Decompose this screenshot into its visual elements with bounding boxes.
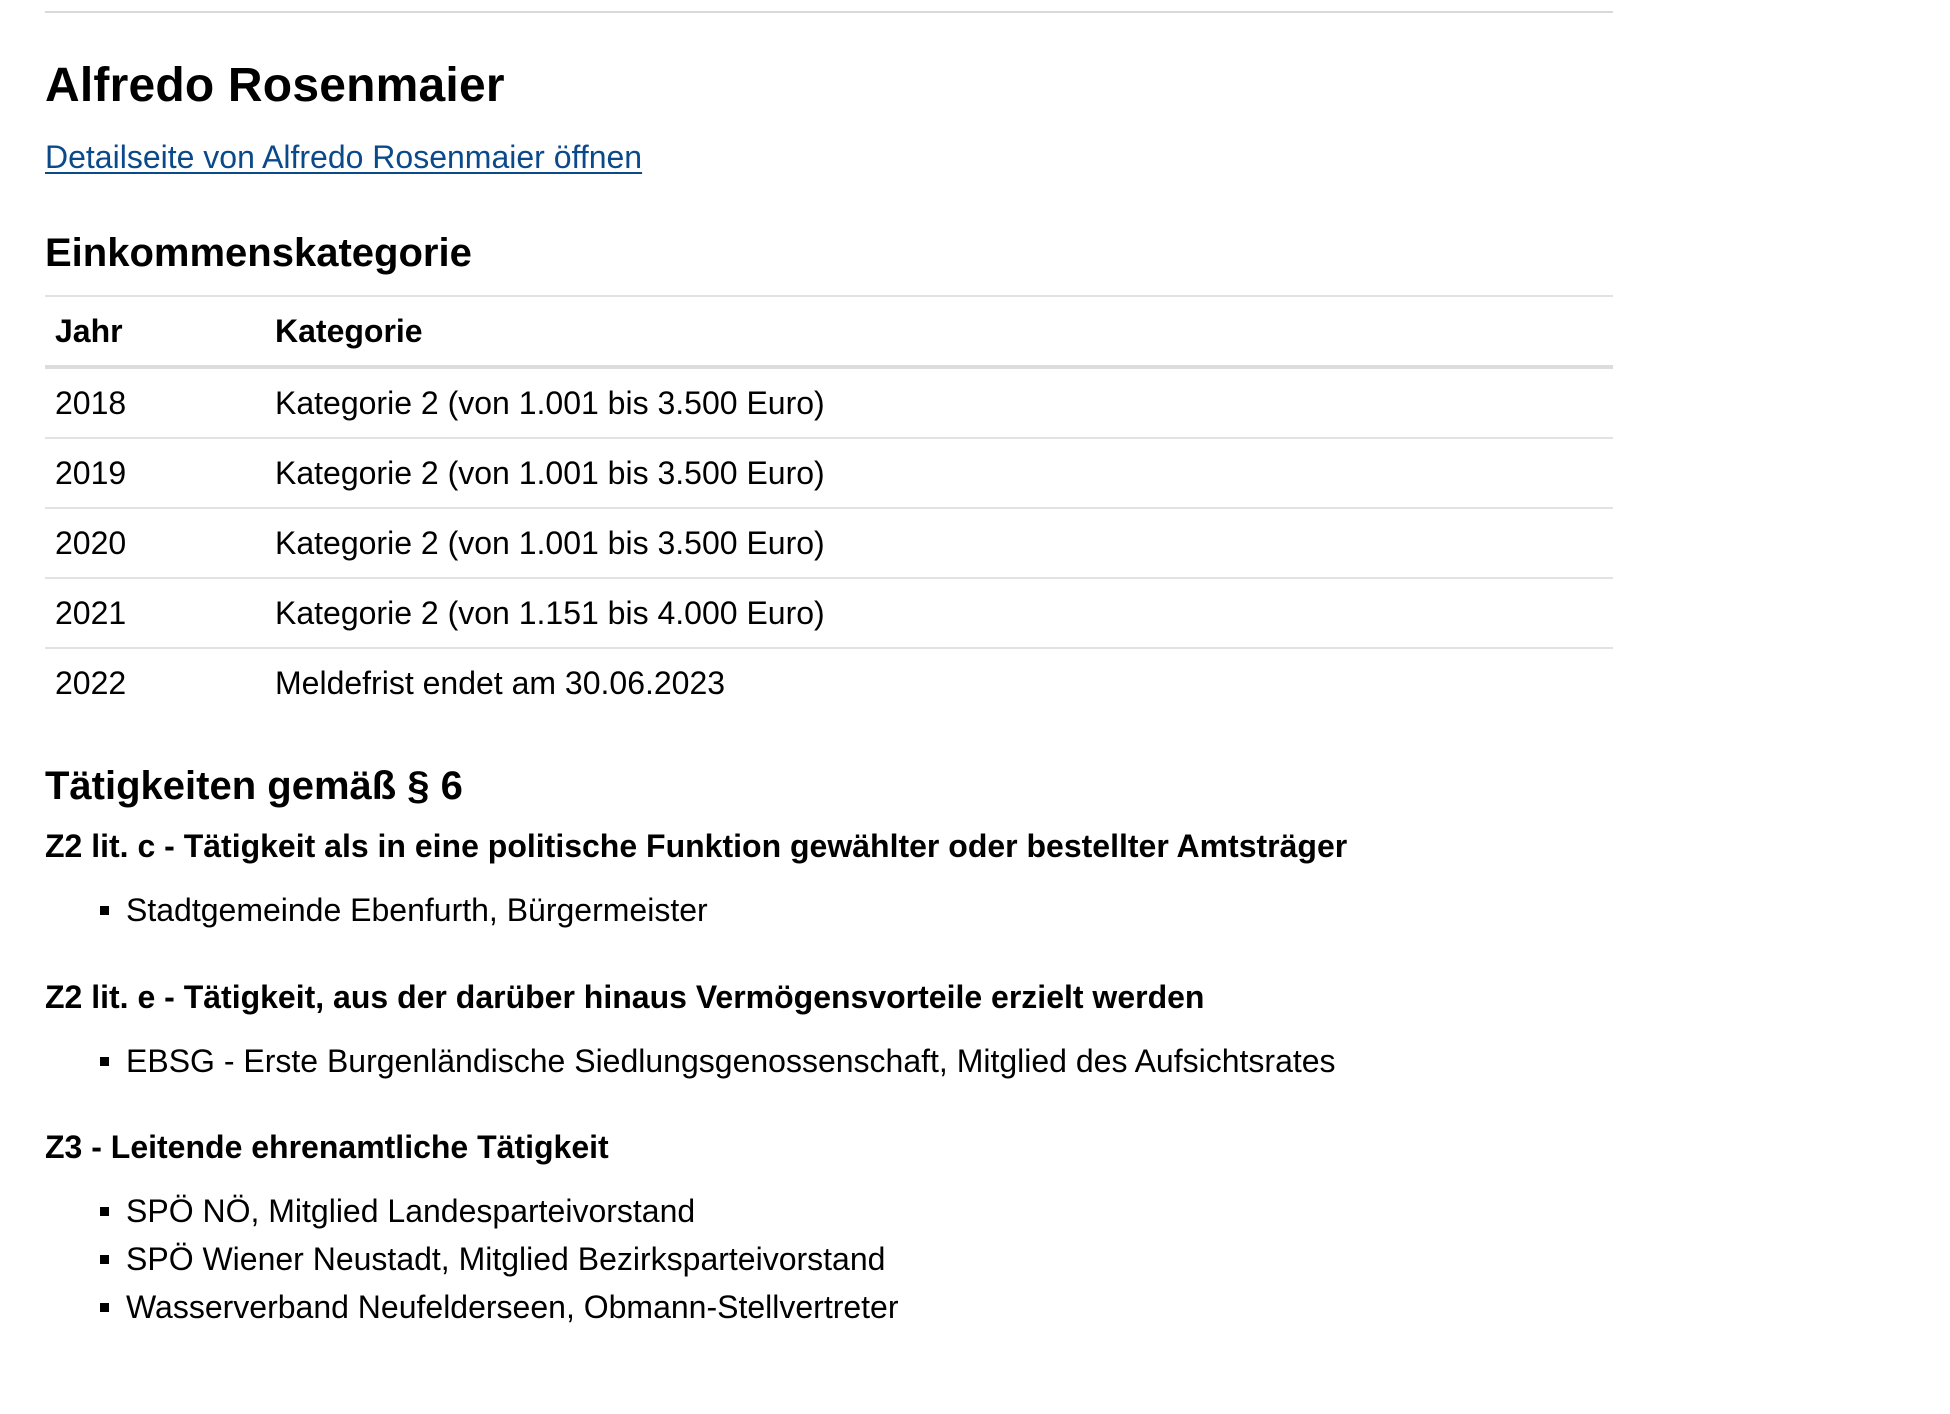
list-item-text: SPÖ NÖ, Mitglied Landesparteivorstand <box>126 1193 696 1229</box>
activity-group-title: Z2 lit. c - Tätigkeit als in eine politische Funktion gewählter oder bestellter Amtsträger <box>45 828 1348 864</box>
activity-list <box>45 1187 1613 1331</box>
square-bullet-icon <box>100 1255 109 1264</box>
table-row <box>45 648 1613 717</box>
list-item <box>45 1235 1613 1283</box>
square-bullet-icon <box>100 906 109 915</box>
category-cell: Kategorie 2 (von 1.001 bis 3.500 Euro) <box>275 524 825 561</box>
category-cell: Kategorie 2 (von 1.001 bis 3.500 Euro) <box>275 384 825 421</box>
table-row <box>45 367 1613 438</box>
activity-group <box>45 977 1613 1085</box>
year-cell: 2018 <box>55 384 127 421</box>
activities-heading: Tätigkeiten gemäß § 6 <box>45 764 463 808</box>
activity-list <box>45 886 1613 934</box>
category-cell: Kategorie 2 (von 1.151 bis 4.000 Euro) <box>275 594 825 631</box>
table-row <box>45 438 1613 508</box>
square-bullet-icon <box>100 1207 109 1216</box>
list-item <box>45 1037 1613 1085</box>
year-cell: 2019 <box>55 454 127 491</box>
category-cell: Meldefrist endet am 30.06.2023 <box>275 664 726 701</box>
activity-group <box>45 1127 1613 1331</box>
list-item <box>45 886 1613 934</box>
person-name: Alfredo Rosenmaier <box>45 59 505 112</box>
activity-group-title: Z3 - Leitende ehrenamtliche Tätigkeit <box>45 1129 609 1165</box>
column-header-category: Kategorie <box>275 312 423 349</box>
list-item-text: EBSG - Erste Burgenländische Siedlungsgenossenschaft, Mitglied des Aufsichtsrates <box>126 1043 1336 1079</box>
income-table <box>45 295 1613 717</box>
list-item-text: Wasserverband Neufelderseen, Obmann-Stellvertreter <box>126 1289 899 1325</box>
income-heading: Einkommenskategorie <box>45 231 472 275</box>
square-bullet-icon <box>100 1303 109 1312</box>
list-item <box>45 1283 1613 1331</box>
category-cell: Kategorie 2 (von 1.001 bis 3.500 Euro) <box>275 454 825 491</box>
column-header-year: Jahr <box>55 312 123 349</box>
year-cell: 2022 <box>55 664 127 701</box>
year-cell: 2021 <box>55 594 127 631</box>
table-header-row <box>45 296 1613 367</box>
list-item <box>45 1187 1613 1235</box>
list-item-text: Stadtgemeinde Ebenfurth, Bürgermeister <box>126 892 708 928</box>
table-row <box>45 578 1613 648</box>
table-row <box>45 508 1613 578</box>
detail-page-link[interactable]: Detailseite von Alfredo Rosenmaier öffnen <box>45 139 643 175</box>
activity-group <box>45 826 1613 934</box>
square-bullet-icon <box>100 1057 109 1066</box>
list-item-text: SPÖ Wiener Neustadt, Mitglied Bezirksparteivorstand <box>126 1241 886 1277</box>
year-cell: 2020 <box>55 524 127 561</box>
activity-group-title: Z2 lit. e - Tätigkeit, aus der darüber hinaus Vermögensvorteile erzielt werden <box>45 979 1205 1015</box>
top-divider <box>45 11 1613 13</box>
activity-list <box>45 1037 1613 1085</box>
